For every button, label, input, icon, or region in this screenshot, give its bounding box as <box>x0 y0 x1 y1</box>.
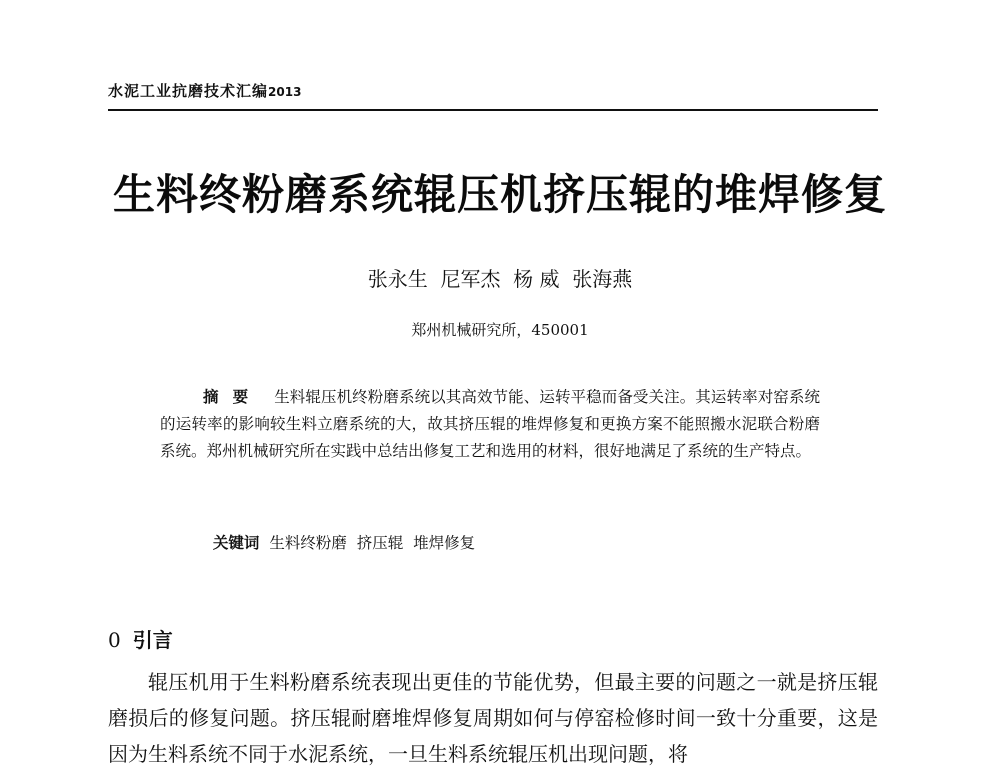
keywords-label: 关键词 <box>212 534 260 552</box>
keywords-text: 生料终粉磨 挤压辊 堆焊修复 <box>269 534 476 552</box>
journal-header <box>108 80 878 101</box>
abstract-text: 生料辊压机终粉磨系统以其高效节能、运转平稳而备受关注。其运转率对窑系统的运转率的影响较生料立磨系统的大，故其挤压辊的堆焊修复和更换方案不能照搬水泥联合粉磨系统。郑州机械研究所在实践中总结出修复工艺和选用的材料，很好地满足了系统的生产特点。 <box>160 388 820 460</box>
journal-year: 2013 <box>268 85 302 99</box>
body-paragraph: 辊压机用于生料粉磨系统表现出更佳的节能优势，但最主要的问题之一就是挤压辊磨损后的修复问题。挤压辊耐磨堆焊修复周期如何与停窑检修时间一致十分重要，这是因为生料系统不同于水泥系统，一旦生料系统辊压机出现问题，将 <box>108 670 878 766</box>
section-number: 0 <box>108 628 121 652</box>
affiliation: 郑州机械研究所，450001 <box>411 321 589 339</box>
abstract-label: 摘要 <box>203 388 263 406</box>
keywords <box>203 513 843 553</box>
authors: 张永生 尼军杰 杨 威 张海燕 <box>367 267 633 291</box>
journal-name: 水泥工业抗磨技术汇编 <box>108 82 269 100</box>
paper-title: 生料终粉磨系统辊压机挤压辊的堆焊修复 <box>112 170 887 219</box>
section-heading <box>108 624 173 653</box>
section-title: 引言 <box>132 628 173 652</box>
header-rule <box>108 109 878 111</box>
abstract <box>160 384 820 465</box>
